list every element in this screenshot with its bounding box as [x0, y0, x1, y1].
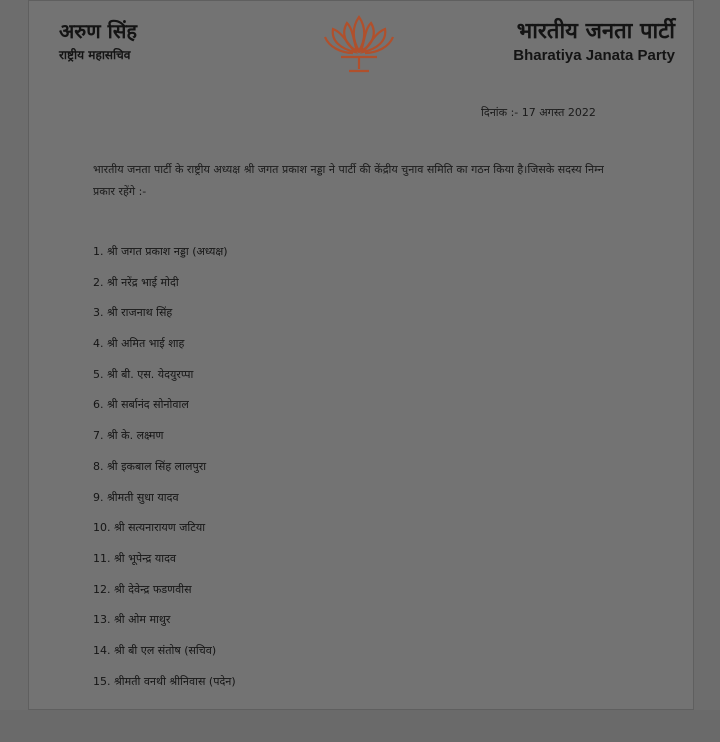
member-item: 3. श्री राजनाथ सिंह — [93, 306, 173, 320]
member-item: 12. श्री देवेन्द्र फडणवीस — [93, 582, 192, 596]
member-item: 9. श्रीमती सुधा यादव — [93, 490, 179, 504]
letterhead-left — [59, 17, 137, 63]
member-item: 10. श्री सत्यनारायण जटिया — [93, 521, 206, 535]
letter-date: दिनांक :- 17 अगस्त 2022 — [481, 106, 596, 119]
sender-name: अरुण सिंह — [59, 19, 137, 43]
member-item: 13. श्री ओम माथुर — [93, 613, 171, 627]
member-item: 8. श्री इकबाल सिंह लालपुरा — [93, 459, 207, 473]
bottom-strip — [0, 710, 720, 742]
member-list — [93, 237, 236, 697]
member-item: 4. श्री अमित भाई शाह — [93, 337, 185, 351]
member-item: 5. श्री बी. एस. येदयुरप्पा — [93, 367, 194, 381]
member-item: 6. श्री सर्बानंद सोनोवाल — [93, 398, 189, 412]
letterhead-right — [513, 15, 675, 64]
member-item: 11. श्री भूपेन्द्र यादव — [93, 551, 177, 565]
member-item: 14. श्री बी एल संतोष (सचिव) — [93, 643, 217, 657]
member-item: 1. श्री जगत प्रकाश नड्डा (अध्यक्ष) — [93, 245, 228, 258]
document-page — [28, 0, 694, 710]
party-name-hindi: भारतीय जनता पार्टी — [516, 19, 675, 44]
member-item: 7. श्री के. लक्ष्मण — [93, 429, 164, 443]
member-item: 15. श्रीमती वनथी श्रीनिवास (पदेन) — [93, 674, 236, 688]
lotus-icon — [319, 11, 399, 77]
sender-designation: राष्ट्रीय महासचिव — [59, 48, 131, 62]
member-item: 2. श्री नरेंद्र भाई मोदी — [93, 275, 179, 289]
intro-paragraph: भारतीय जनता पार्टी के राष्ट्रीय अध्यक्ष श्री जगत प्रकाश नड्डा ने पार्टी की केंद्रीय चुनाव समिति का गठन किया है।जिसके सदस्य निम्न प्रकार रहेंगे :- — [93, 163, 604, 198]
party-name-english: Bharatiya Janata Party — [513, 47, 675, 64]
